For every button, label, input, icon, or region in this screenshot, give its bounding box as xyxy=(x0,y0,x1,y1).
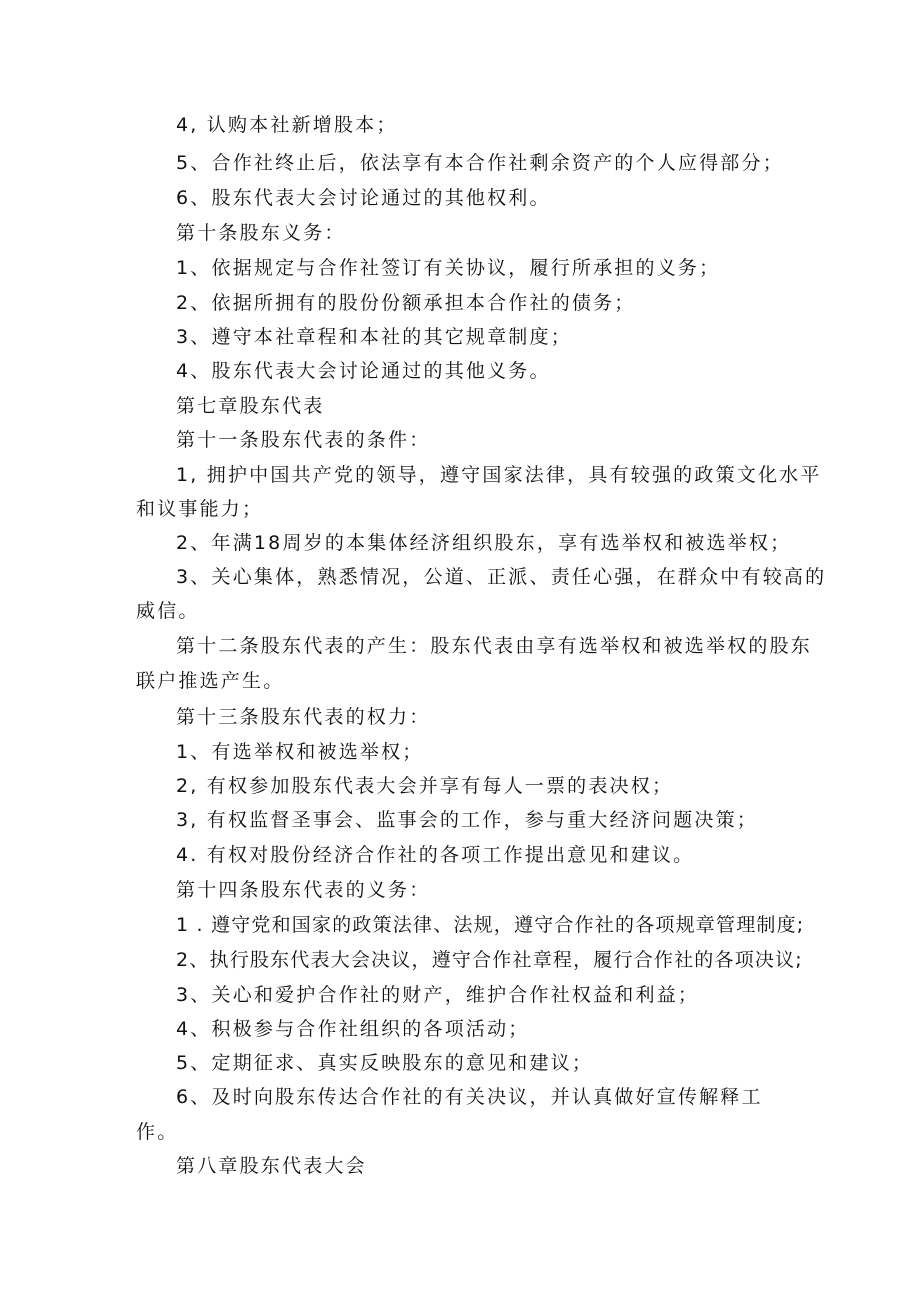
text-line: 2、依据所拥有的股份份额承担本合作社的债务； xyxy=(176,292,636,314)
text-line: 4, 认购本社新增股本； xyxy=(176,114,398,136)
text-line: 3、关心和爱护合作社的财产，维护合作社权益和利益； xyxy=(176,984,700,1006)
chapter-heading: 第七章股东代表 xyxy=(176,395,325,417)
text-line: 联户推选产生。 xyxy=(136,670,285,692)
section-heading: 第十三条股东代表的权力： xyxy=(176,706,431,728)
text-line: 5、定期征求、真实反映股东的意见和建议； xyxy=(176,1052,594,1074)
section-heading: 第十四条股东代表的义务： xyxy=(176,879,431,901)
text-line: 作。 xyxy=(136,1121,179,1143)
text-line: 4. 有权对股份经济合作社的各项工作提出意见和建议。 xyxy=(176,844,695,866)
text-line: 第十二条股东代表的产生：股东代表由享有选举权和被选举权的股东 xyxy=(176,635,813,657)
text-line: 2、年满18周岁的本集体经济组织股东，享有选举权和被选举权； xyxy=(176,532,792,554)
text-line: 威信。 xyxy=(136,600,200,622)
text-line: 4、股东代表大会讨论通过的其他义务。 xyxy=(176,360,551,382)
text-line: 1 . 遵守党和国家的政策法律、法规，遵守合作社的各项规章管理制度; xyxy=(176,914,805,936)
chapter-heading: 第八章股东代表大会 xyxy=(176,1155,367,1177)
text-line: 1, 拥护中国共产党的领导，遵守国家法律，具有较强的政策文化水平 xyxy=(176,464,822,486)
text-line: 5、合作社终止后，依法享有本合作社剩余资产的个人应得部分； xyxy=(176,152,784,174)
text-line: 3、关心集体，熟悉情况，公道、正派、责任心强，在群众中有较高的 xyxy=(176,566,827,588)
text-line: 6、及时向股东传达合作社的有关决议，并认真做好宣传解释工 xyxy=(176,1086,763,1108)
text-line: 3、遵守本社章程和本社的其它规章制度； xyxy=(176,326,572,348)
text-line: 1、有选举权和被选举权； xyxy=(176,741,424,763)
text-line: 2, 有权参加股东代表大会并享有每人一票的表决权； xyxy=(176,775,674,797)
text-line: 1、依据规定与合作社签订有关协议，履行所承担的义务； xyxy=(176,257,721,279)
text-line: 3, 有权监督圣事会、监事会的工作，参与重大经济问题决策； xyxy=(176,809,758,831)
section-heading: 第十条股东义务： xyxy=(176,222,346,244)
text-line: 6、股东代表大会讨论通过的其他权利。 xyxy=(176,187,551,209)
text-line: 和议事能力； xyxy=(136,498,264,520)
section-heading: 第十一条股东代表的条件： xyxy=(176,429,431,451)
text-line: 4、积极参与合作社组织的各项活动； xyxy=(176,1018,530,1040)
text-line: 2、执行股东代表大会决议，遵守合作社章程，履行合作社的各项决议; xyxy=(176,949,803,971)
